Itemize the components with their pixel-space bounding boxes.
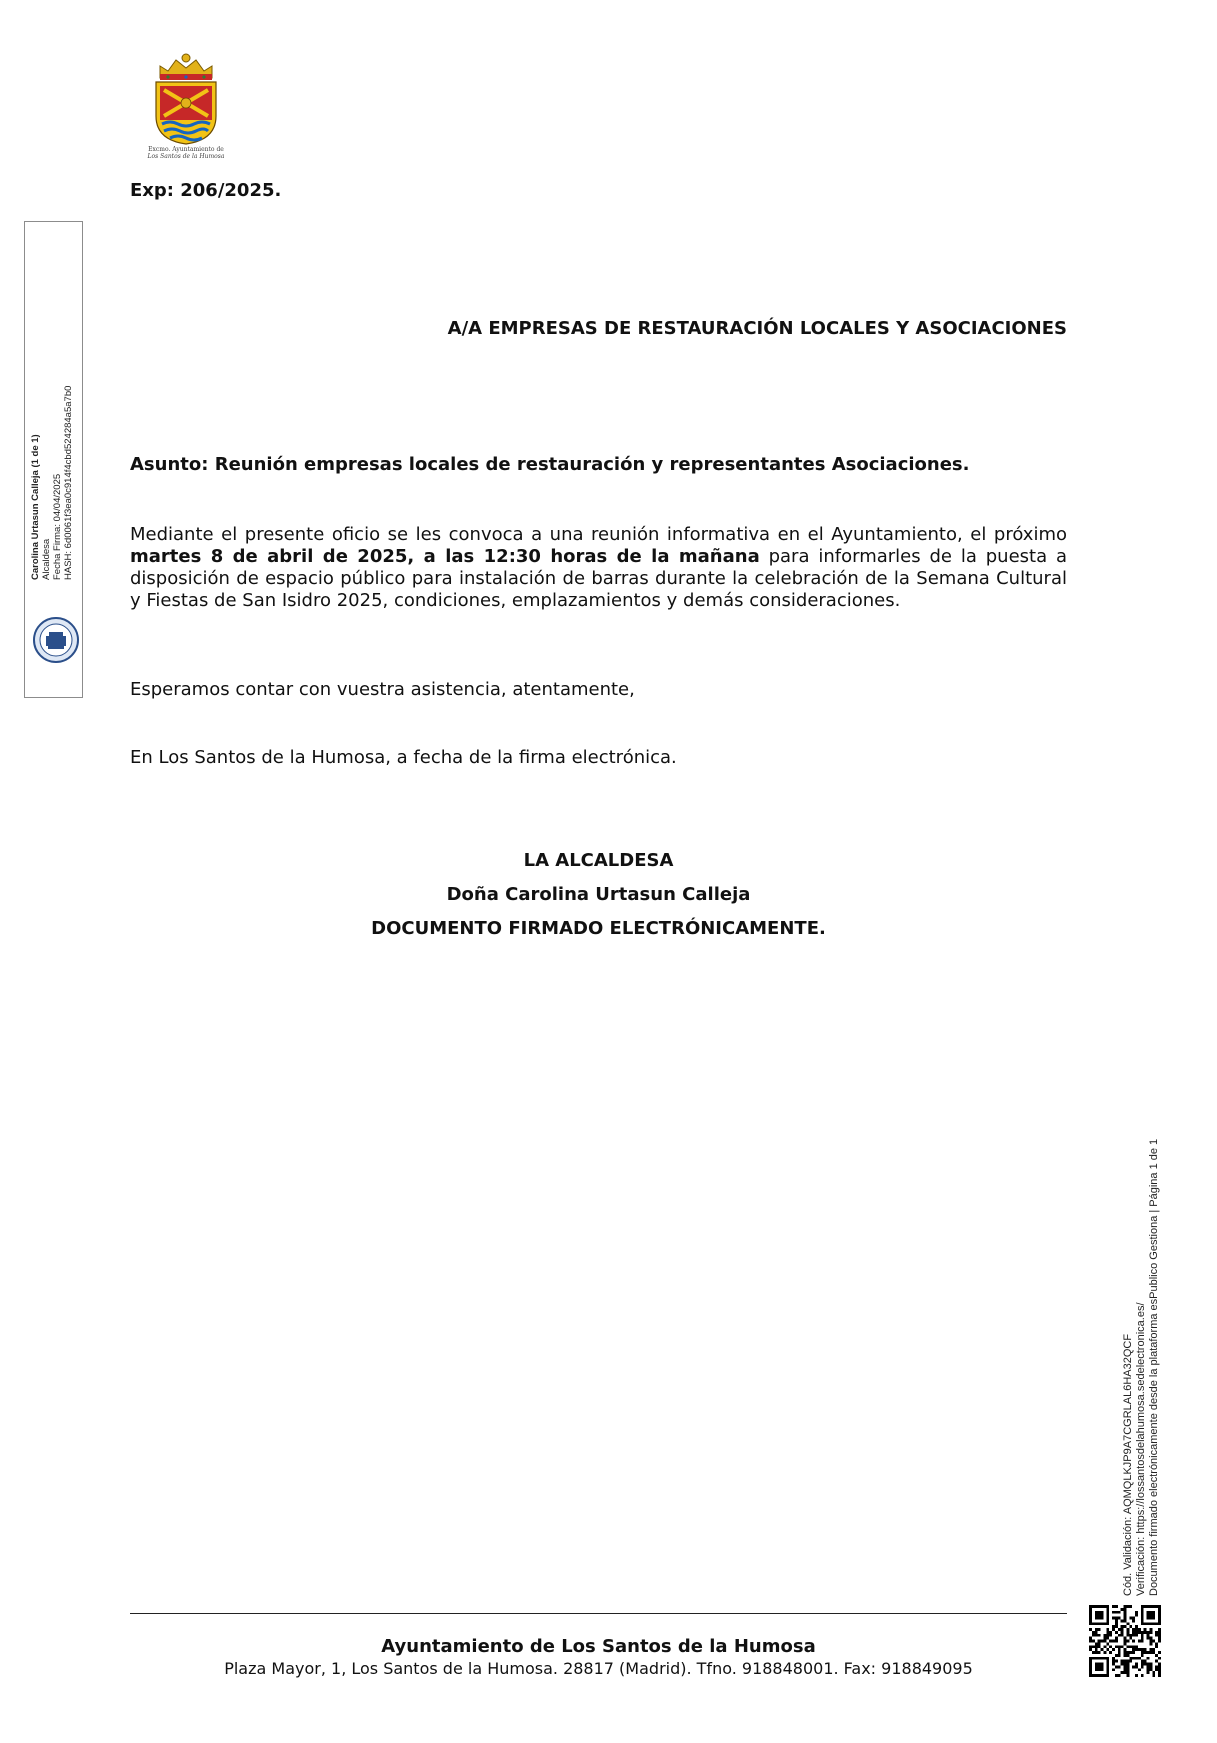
verification-code: Cód. Validación: AQMQLKJP9A7CGRLAL6HA32QCF xyxy=(1122,1333,1134,1596)
seal-icon xyxy=(32,616,80,664)
coat-of-arms-icon xyxy=(146,52,226,146)
signature-strip-text xyxy=(30,100,74,580)
signer-role: LA ALCALDESA xyxy=(523,850,674,871)
closing-line: Esperamos contar con vuestra asistencia, atentamente, xyxy=(130,679,635,700)
footer-address: Plaza Mayor, 1, Los Santos de la Humosa. 28817 (Madrid). Tfno. 918848001. Fax: 918849095 xyxy=(224,1659,973,1678)
footer-title: Ayuntamiento de Los Santos de la Humosa xyxy=(381,1636,816,1657)
body-text-part1: Mediante el presente oficio se les convoca a una reunión informativa en el Ayuntamiento, el próximo xyxy=(130,524,1067,545)
signed-note: DOCUMENTO FIRMADO ELECTRÓNICAMENTE. xyxy=(371,918,826,939)
expediente-number: Exp: 206/2025. xyxy=(130,180,282,201)
verification-platform: Documento firmado electrónicamente desde la plataforma esPublico Gestiona | Página 1 de 1 xyxy=(1148,1138,1160,1596)
signature-role: Alcaldesa xyxy=(41,538,52,580)
body-paragraph xyxy=(130,524,1067,612)
place-date-line: En Los Santos de la Humosa, a fecha de la firma electrónica. xyxy=(130,747,677,768)
verification-text xyxy=(1122,1139,1161,1596)
signature-signer: Carolina Urtasun Calleja (1 de 1) xyxy=(30,434,41,580)
coat-caption-line2: Los Santos de la Humosa xyxy=(147,153,225,160)
verification-url: Verificación: https://lossantosdelahumosa.sedelectronica.es/ xyxy=(1135,1302,1147,1596)
coat-of-arms-logo xyxy=(146,52,226,164)
recipient-line: A/A EMPRESAS DE RESTAURACIÓN LOCALES Y ASOCIACIONES xyxy=(447,318,1067,339)
footer-divider xyxy=(130,1613,1067,1614)
signature-date: Fecha Firma: 04/04/2025 xyxy=(52,473,63,580)
body-text-bold: martes 8 de abril de 2025, a las 12:30 horas de la mañana xyxy=(130,546,760,567)
coat-caption-line1: Excmo. Ayuntamiento de xyxy=(148,146,224,153)
signer-name: Doña Carolina Urtasun Calleja xyxy=(446,884,751,905)
body-text-part2: para informarles de la puesta a disposición de espacio público para instalación de barras durante la celebración de la Semana Cultural y Fiestas de San Isidro 2025, condiciones, emplazamientos y demás consideraciones. xyxy=(130,546,1067,611)
subject-line: Asunto: Reunión empresas locales de restauración y representantes Asociaciones. xyxy=(130,454,970,475)
signature-hash: HASH: 6d0061f3ea0c914f4cbd524284a5a7b0 xyxy=(63,385,74,580)
